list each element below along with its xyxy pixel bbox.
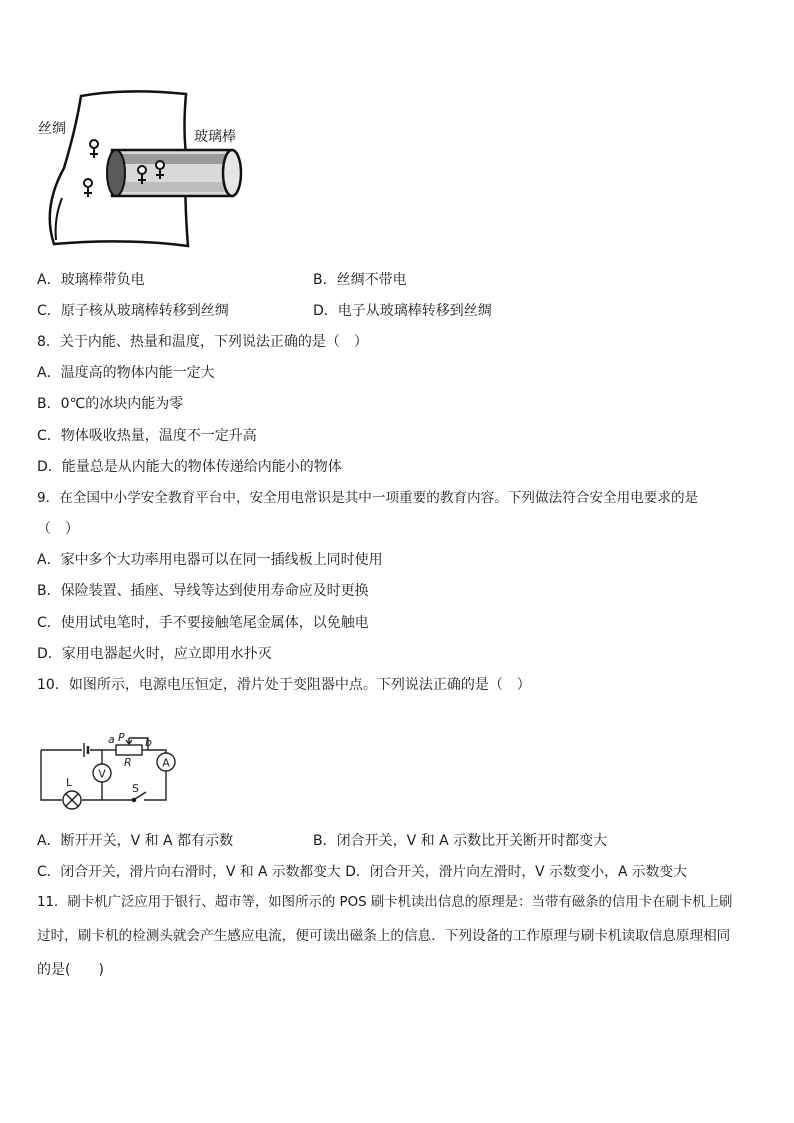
label-b: b	[145, 736, 152, 749]
label-a: a	[108, 733, 115, 746]
label-r: R	[124, 756, 132, 769]
lamp-icon	[63, 791, 81, 809]
label-l: L	[66, 776, 73, 789]
q10-option-b: B．闭合开关，V 和 A 示数比开关断开时都变大	[313, 833, 608, 849]
q8-stem: 8．关于内能、热量和温度，下列说法正确的是（ ）	[37, 334, 368, 350]
q11-line1: 11．刷卡机广泛应用于银行、超市等，如图所示的 POS 刷卡机读出信息的原理是：当带有磁条的信用卡在刷卡机上刷	[37, 895, 733, 910]
ammeter-icon	[157, 753, 175, 771]
label-p: P	[118, 731, 125, 744]
q10-option-cd: C．闭合开关，滑片向右滑时，V 和 A 示数都变大 D．闭合开关，滑片向左滑时，V 示数变小，A 示数变大	[37, 864, 687, 880]
svg-text:A: A	[162, 756, 170, 770]
q8-option-a: A．温度高的物体内能一定大	[37, 365, 215, 381]
voltmeter-icon	[93, 764, 111, 782]
circuit-diagram	[36, 730, 186, 810]
q7-option-b: B．丝绸不带电	[313, 272, 407, 288]
q9-option-a: A．家中多个大功率用电器可以在同一插线板上同时使用	[37, 552, 383, 568]
glass-rod-label: 玻璃棒	[194, 129, 236, 145]
q7-option-d: D．电子从玻璃棒转移到丝绸	[313, 303, 492, 319]
q9-stem-bracket: （ ）	[37, 521, 79, 537]
svg-text:V: V	[98, 767, 106, 781]
q10-option-a: A．断开开关，V 和 A 都有示数	[37, 833, 234, 849]
q8-option-b: B．0℃的冰块内能为零	[37, 396, 184, 412]
q11-line2: 过时，刷卡机的检测头就会产生感应电流，便可读出磁条上的信息．下列设备的工作原理与刷卡机读取信息原理相同	[37, 928, 731, 944]
q9-option-c: C．使用试电笔时，手不要接触笔尾金属体，以免触电	[37, 615, 369, 631]
glass-rod	[107, 150, 241, 196]
q11-line3: 的是( )	[37, 962, 104, 978]
silk-label: 丝绸	[38, 121, 66, 137]
q7-option-a: A．玻璃棒带负电	[37, 272, 145, 288]
q8-option-c: C．物体吸收热量，温度不一定升高	[37, 428, 257, 444]
silk-glass-rod-figure	[36, 88, 251, 250]
q9-option-d: D．家用电器起火时，应立即用水扑灭	[37, 646, 272, 662]
label-s: S	[132, 782, 139, 795]
q8-option-d: D．能量总是从内能大的物体传递给内能小的物体	[37, 459, 342, 475]
q10-stem: 10．如图所示，电源电压恒定，滑片处于变阻器中点。下列说法正确的是（ ）	[37, 677, 531, 693]
q7-option-c: C．原子核从玻璃棒转移到丝绸	[37, 303, 229, 319]
q9-stem: 9．在全国中小学安全教育平台中，安全用电常识是其中一项重要的教育内容。下列做法符合安全用电要求的是	[37, 490, 699, 506]
q9-option-b: B．保险装置、插座、导线等达到使用寿命应及时更换	[37, 583, 369, 599]
